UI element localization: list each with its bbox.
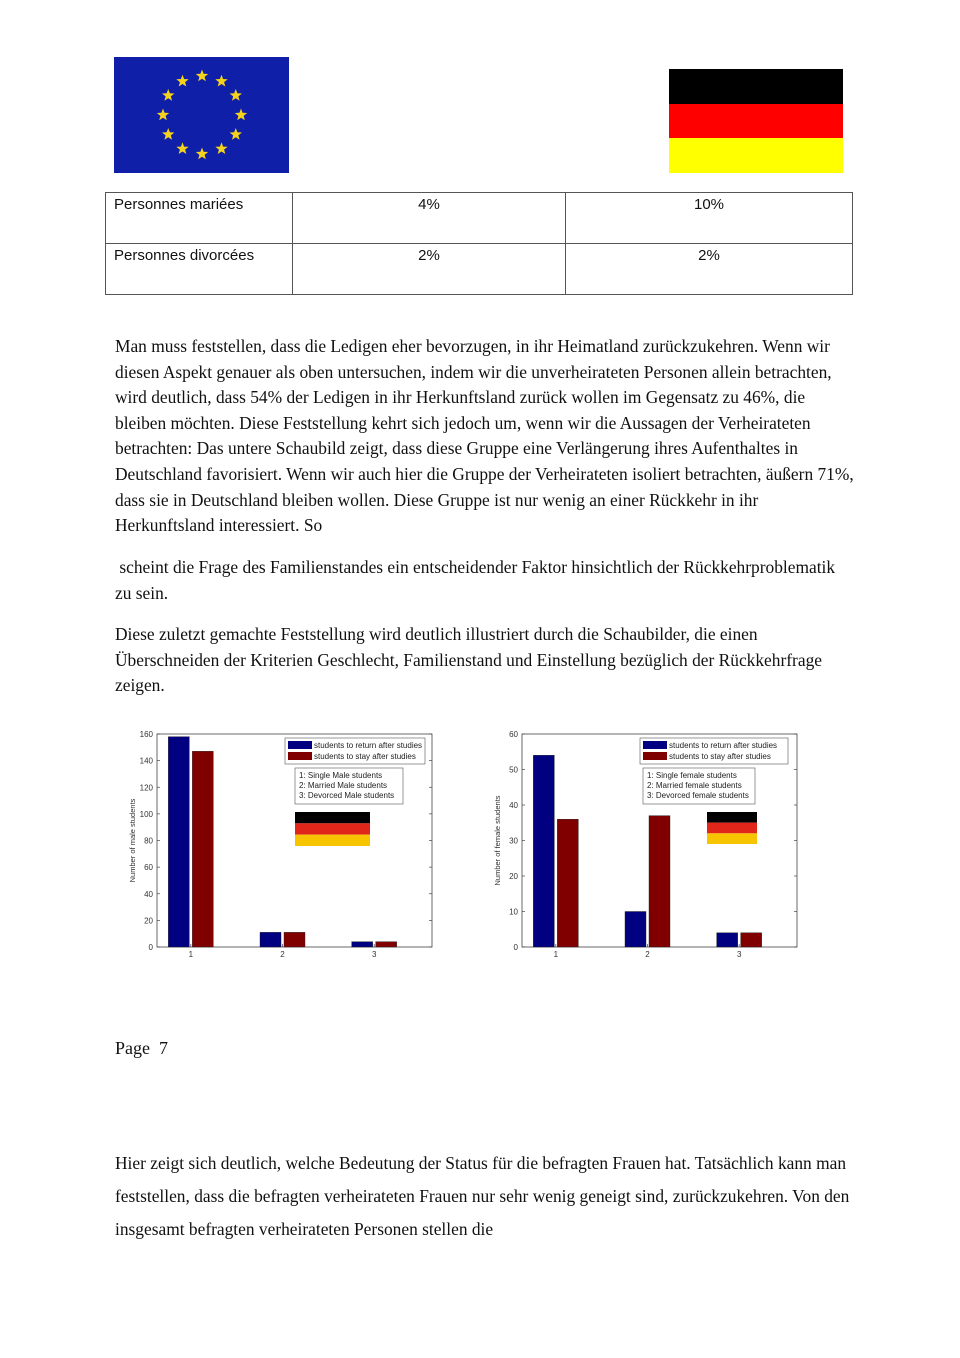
x-tick-label: 2 (280, 950, 285, 959)
y-tick-label: 30 (509, 836, 518, 846)
x-tick-label: 1 (553, 950, 559, 959)
bar-stay (376, 942, 397, 947)
x-tick-label: 3 (371, 950, 377, 959)
legend-swatch (643, 752, 667, 760)
legend-swatch (643, 741, 667, 749)
flag-stripe (295, 823, 370, 834)
star-icon (196, 70, 208, 82)
flag-stripe (295, 835, 370, 846)
legend-label: students to stay after studies (314, 752, 416, 761)
flag-stripe-gold (669, 138, 843, 173)
row-value: 4% (293, 193, 566, 244)
bar-stay (557, 819, 578, 947)
star-icon (176, 75, 188, 87)
annotation-text: 1: Single female students (647, 771, 737, 780)
bar-stay (741, 933, 762, 947)
legend-swatch (288, 752, 312, 760)
legend-label: students to stay after studies (669, 752, 771, 761)
star-icon (162, 128, 174, 140)
y-tick-label: 20 (144, 916, 153, 926)
flag-stripe (707, 823, 757, 834)
paragraph: scheint die Frage des Familienstandes ein entscheidender Faktor hinsichtlich der Rückkehrproblematik zu sein. (115, 557, 840, 603)
y-tick-label: 50 (509, 765, 518, 775)
annotation-text: 2: Married Male students (299, 781, 388, 790)
y-tick-label: 140 (139, 756, 153, 766)
annotation-text: 2: Married female students (647, 781, 742, 790)
flag-stripe (707, 833, 757, 844)
y-tick-label: 60 (509, 730, 518, 739)
paragraph: Diese zuletzt gemachte Feststellung wird deutlich illustriert durch die Schaubilder, die einen Überschneiden der Kriterien Geschlecht, Familienstand und Einstellung bezüglich der Rückkehrfrage zeigen. (115, 624, 822, 696)
legend-swatch (288, 741, 312, 749)
bar-return (625, 912, 646, 948)
y-tick-label: 20 (509, 872, 518, 881)
bar-return (533, 755, 554, 947)
y-tick-label: 0 (148, 943, 153, 952)
male-students-chart (125, 725, 445, 970)
row-value: 10% (566, 193, 853, 244)
male-students-chart-svg (125, 725, 445, 970)
annotation-text: 3: Devorced female students (647, 791, 749, 800)
star-icon (215, 142, 227, 154)
german-flag-logo (669, 69, 843, 173)
legend-label: students to return after studies (314, 741, 423, 750)
y-tick-label: 100 (139, 809, 153, 819)
paragraph: Hier zeigt sich deutlich, welche Bedeutung der Status für die befragten Frauen hat. Tatsächlich kann man feststellen, dass die befragten verheirateten Frauen nur sehr wenig geneigt sind, zurückzukehren. Von den insgesamt befragten verheirateten Personen stellen die (115, 1153, 850, 1239)
row-value: 2% (293, 244, 566, 295)
annotation-text: 1: Single Male students (299, 771, 383, 780)
star-icon (230, 128, 242, 140)
bar-stay (192, 751, 213, 947)
paragraph: Man muss feststellen, dass die Ledigen eher bevorzugen, in ihr Heimatland zurückzukehren. Wenn wir diesen Aspekt genauer als oben untersuchen, indem wir die unverheirateten Personen allein betrachten, wird deutlich, dass 54% der Ledigen in ihr Herkunftsland zurück wollen im Gegensatz zu 46%, die bleiben möchten. Diese Feststellung kehrt sich jedoch um, wenn wir die Aussagen der Verheirateten betrachten: Das untere Schaubild zeigt, dass diese Gruppe eine Verlängerung ihres Aufenthaltes in Deutschland favorisiert. Wenn wir auch hier die Gruppe der Verheirateten isoliert betrachten, äußern 71%, dass sie in Deutschland bleiben wollen. Diese Gruppe ist nur wenig an einer Rückkehr in ihr Herkunftsland interessiert. So (115, 336, 854, 536)
x-tick-label: 1 (188, 950, 194, 959)
flag-stripe-black (669, 69, 843, 104)
star-icon (162, 89, 174, 101)
y-tick-label: 40 (509, 801, 518, 810)
german-flag-icon (295, 812, 370, 846)
eu-flag-icon (114, 57, 289, 173)
row-label: Personnes mariées (106, 193, 293, 244)
table-row (106, 244, 853, 295)
y-tick-label: 40 (144, 889, 153, 899)
row-label: Personnes divorcées (106, 244, 293, 295)
female-students-chart (490, 725, 810, 970)
star-icon (176, 142, 188, 154)
bar-return (352, 942, 373, 947)
marital-status-table (105, 192, 853, 295)
x-tick-label: 3 (736, 950, 742, 959)
y-tick-label: 160 (139, 730, 153, 739)
bar-return (168, 737, 189, 947)
flag-stripe-red (669, 104, 843, 139)
page-number: Page 7 (115, 1038, 168, 1058)
x-tick-label: 2 (645, 950, 650, 959)
star-icon (230, 89, 242, 101)
german-flag-icon (707, 812, 757, 844)
eu-flag-logo (114, 57, 289, 173)
y-tick-label: 80 (144, 836, 153, 846)
star-icon (196, 148, 208, 160)
y-axis-label: Number of female students (493, 795, 502, 886)
y-tick-label: 0 (513, 943, 518, 952)
bar-stay (649, 816, 670, 947)
y-tick-label: 120 (139, 783, 153, 793)
table-row (106, 193, 853, 244)
star-icon (235, 109, 247, 121)
y-axis-label: Number of male students (128, 798, 137, 883)
bar-return (260, 932, 281, 947)
flag-stripe (295, 812, 370, 823)
y-tick-label: 10 (509, 907, 518, 917)
y-tick-label: 60 (144, 863, 153, 873)
annotation-text: 3: Devorced Male students (299, 791, 395, 800)
bar-stay (284, 932, 305, 947)
legend-label: students to return after studies (669, 741, 778, 750)
bar-return (717, 933, 738, 947)
star-icon (215, 75, 227, 87)
female-students-chart-svg (490, 725, 810, 970)
row-value: 2% (566, 244, 853, 295)
star-icon (157, 109, 169, 121)
flag-stripe (707, 812, 757, 823)
